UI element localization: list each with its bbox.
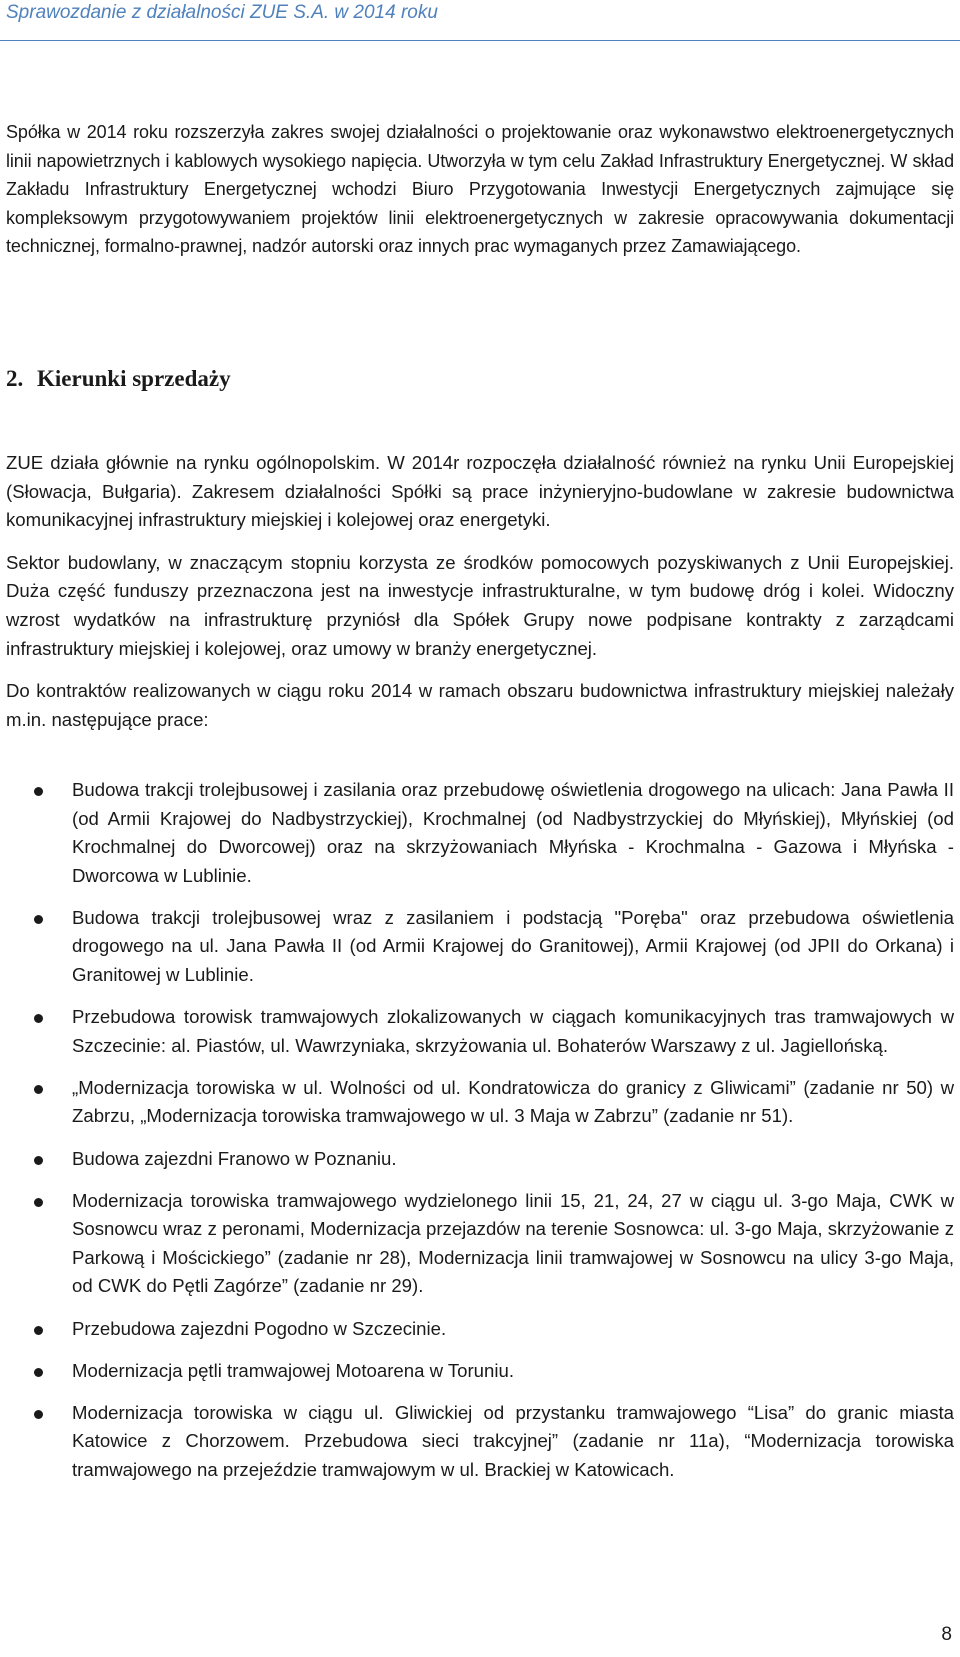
list-item: [0, 904, 954, 990]
list-item-text: Budowa zajezdni Franowo w Poznaniu.: [72, 1147, 397, 1169]
bullet-icon: [34, 1156, 43, 1165]
list-item-text: Przebudowa zajezdni Pogodno w Szczecinie.: [72, 1317, 447, 1339]
bullet-icon: [34, 1085, 43, 1094]
bullet-icon: [34, 915, 43, 924]
page-number: 8: [941, 1624, 952, 1645]
list-item: [0, 1187, 954, 1301]
list-item: [0, 1074, 954, 1131]
bullet-icon: [34, 1014, 43, 1023]
list-item-text: „Modernizacja torowiska w ul. Wolności od ul. Kondratowicza do granicy z Gliwicami” (zadanie nr 50) w Zabrzu, „Modernizacja torowiska tramwajowego w ul. 3 Maja w Zabrzu” (zadanie nr 51).: [72, 1076, 954, 1127]
bullet-icon: [34, 1198, 43, 1207]
list-item-text: Modernizacja torowiska tramwajowego wydzielonego linii 15, 21, 24, 27 w ciągu ul. 3-go Maja, CWK w Sosnowcu wraz z peronami, Modernizacja przejazdów na terenie Sosnowca: ul. 3-go Maja, skrzyżowanie z Parkową i Mościckiego” (zadanie nr 28), Modernizacja linii tramwajowej w Sosnowcu na ulicy 3-go Maja, od CWK do Pętli Zagórze” (zadanie nr 29).: [72, 1189, 954, 1297]
paragraph-market: ZUE działa głównie na rynku ogólnopolskim. W 2014r rozpoczęła działalność również na rynku Unii Europejskiej (Słowacja, Bułgaria). Zakresem działalności Spółki są prace inżynieryjno-budowlane w zakresie budownictwa komunikacyjnej infrastruktury miejskiej i kolejowej oraz energetyki.: [6, 452, 954, 531]
list-item: [0, 1357, 954, 1386]
works-list: [0, 776, 954, 1498]
paragraph-contracts-intro: Do kontraktów realizowanych w ciągu roku 2014 w ramach obszaru budownictwa infrastruktury miejskiej należały m.in. następujące prace:: [6, 680, 954, 730]
bullet-icon: [34, 1326, 43, 1335]
list-item-text: Budowa trakcji trolejbusowej i zasilania oraz przebudowę oświetlenia drogowego na ulicach: Jana Pawła II (od Armii Krajowej do Nadbystrzyckiej), Krochmalnej (od Nadbystrzyckiej do Młyńskiej), Młyńskiej (od Krochmalnej do Dworcowej) oraz na skrzyżowaniach Młyńska - Krochmalna - Gazowa i Młyńska - Dworcowa w Lublinie.: [72, 779, 954, 886]
header-divider: [0, 40, 960, 41]
intro-paragraph: Spółka w 2014 roku rozszerzyła zakres swojej działalności o projektowanie oraz wykonawstwo elektroenergetycznych linii napowietrznych i kablowych wysokiego napięcia. Utworzyła w tym celu Zakład Infrastruktury Energetycznej. W skład Zakładu Infrastruktury Energetycznej wchodzi Biuro Przygotowania Inwestycji Energetycznych zajmujące się kompleksowym przygotowywaniem projektów linii elektroenergetycznych w zakresie opracowywania dokumentacji technicznej, formalno-prawnej, nadzór autorski oraz innych prac wymaganych przez Zamawiającego.: [6, 122, 954, 257]
paragraph-sector: Sektor budowlany, w znaczącym stopniu korzysta ze środków pomocowych pozyskiwanych z Unii Europejskiej. Duża część funduszy przeznaczona jest na inwestycje infrastrukturalne, w tym budowę dróg i kolei. Widoczny wzrost wydatków na infrastrukturę przyniósł dla Spółek Grupy nowe podpisane kontrakty z zarządcami infrastruktury miejskiej i kolejowej, oraz umowy w branży energetycznej.: [6, 551, 954, 659]
list-item-text: Modernizacja pętli tramwajowej Motoarena w Toruniu.: [72, 1359, 514, 1381]
list-item: [0, 1315, 954, 1344]
bullet-icon: [34, 1410, 43, 1419]
sales-directions-text: [6, 449, 954, 748]
list-item: [0, 1003, 954, 1060]
bullet-icon: [34, 787, 43, 796]
list-item-text: Przebudowa torowisk tramwajowych zlokalizowanych w ciągach komunikacyjnych tras tramwajowych w Szczecinie: al. Piastów, ul. Wawrzyniaka, skrzyżowania ul. Bohaterów Warszawy z ul. Jagiellońską.: [72, 1006, 954, 1056]
list-item: [0, 1399, 954, 1485]
running-header: Sprawozdanie z działalności ZUE S.A. w 2014 roku: [6, 2, 438, 23]
list-item: [0, 776, 954, 890]
intro-block: [6, 118, 954, 261]
section-title: Kierunki sprzedaży: [37, 366, 231, 391]
list-item-text: Modernizacja torowiska w ciągu ul. Gliwickiej od przystanku tramwajowego “Lisa” do granic miasta Katowice z Chorzowem. Przebudowa sieci trakcyjnej” (zadanie nr 11a), “Modernizacja torowiska tramwajowego na przejeździe tramwajowym w ul. Brackiej w Katowicach.: [72, 1401, 954, 1480]
section-heading: [6, 366, 231, 392]
bullet-icon: [34, 1368, 43, 1377]
section-number: 2.: [6, 366, 24, 391]
list-item-text: Budowa trakcji trolejbusowej wraz z zasilaniem i podstacją "Poręba" oraz przebudowa oświetlenia drogowego na ul. Jana Pawła II (od Armii Krajowej do Granitowej), Armii Krajowej (od JPII do Orkana) i Granitowej w Lublinie.: [72, 906, 954, 986]
list-item: [0, 1145, 954, 1174]
